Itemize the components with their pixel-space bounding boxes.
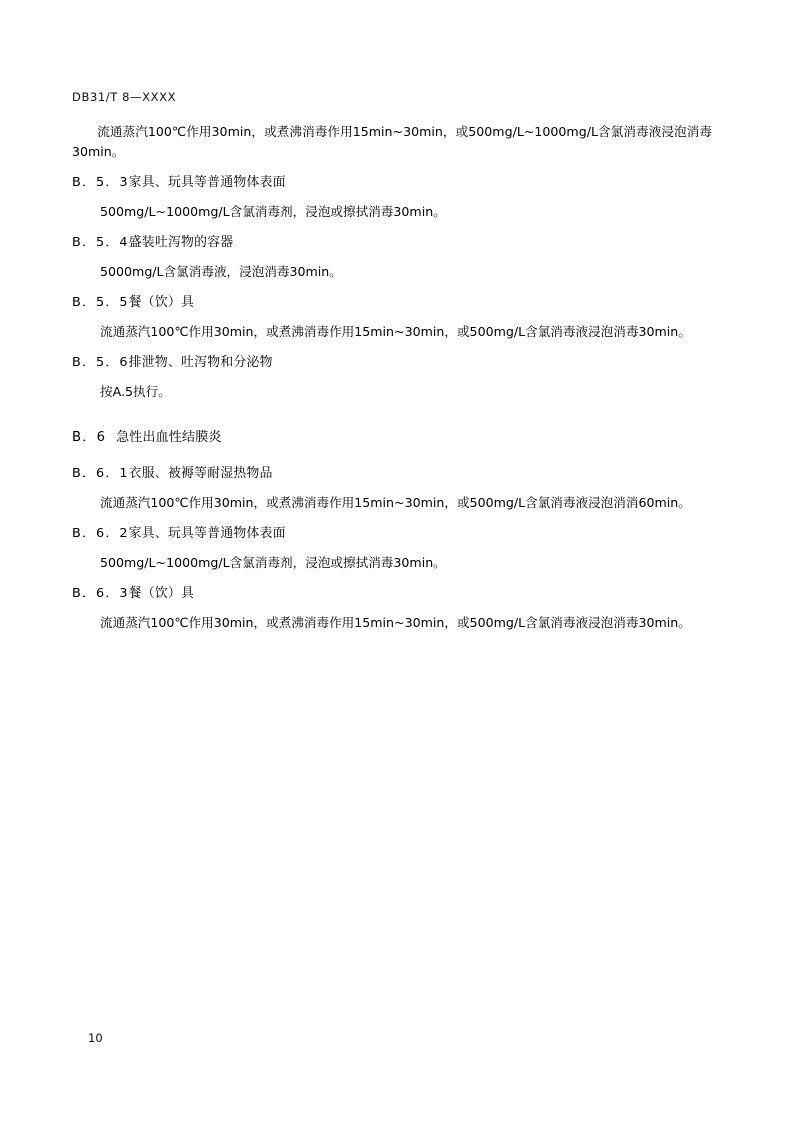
clause-block-b61 [72, 464, 712, 513]
clause-heading-b55 [72, 293, 712, 313]
clause-number: B．5．5 [72, 295, 129, 310]
clause-body-b63: 流通蒸汽100℃作用30min，或煮沸消毒作用15min~30min，或500mg/L含氯消毒液浸泡消毒30min。 [100, 615, 691, 630]
clause-number: B．5．3 [72, 175, 129, 190]
clause-number: B．5．6 [72, 355, 129, 370]
clause-block-b55 [72, 293, 712, 342]
clause-heading-b53 [72, 173, 712, 193]
clause-block-b62 [72, 524, 712, 573]
clause-heading-b61 [72, 464, 712, 484]
clause-block-b63 [72, 584, 712, 633]
document-header-code: DB31/T 8—XXXX [72, 90, 177, 104]
clause-heading-b63 [72, 584, 712, 604]
section-heading-b6 [72, 428, 712, 448]
clause-number: B．6．1 [72, 466, 129, 481]
clause-heading-b62 [72, 524, 712, 544]
clause-body-b55: 流通蒸汽100℃作用30min，或煮沸消毒作用15min~30min，或500mg/L含氯消毒液浸泡消毒30min。 [100, 324, 691, 339]
clause-number: B．6．3 [72, 586, 129, 601]
clause-title: 家具、玩具等普通物体表面 [128, 175, 286, 190]
clause-title: 盛装吐泻物的容器 [128, 235, 234, 250]
clause-block-b54 [72, 233, 712, 282]
clause-body-b61: 流通蒸汽100℃作用30min，或煮沸消毒作用15min~30min，或500mg/L含氯消毒液浸泡消消60min。 [100, 495, 691, 510]
clause-number: B．5．4 [72, 235, 129, 250]
clause-title: 排泄物、吐泻物和分泌物 [128, 355, 273, 370]
intro-paragraph: 流通蒸汽100℃作用30min，或煮沸消毒作用15min~30min，或500mg/L~1000mg/L含氯消毒液浸泡消毒30min。 [72, 124, 712, 159]
section-number: B．6 [72, 430, 107, 445]
clause-title: 衣服、被褥等耐湿热物品 [128, 466, 273, 481]
clause-title: 家具、玩具等普通物体表面 [128, 526, 286, 541]
clause-title: 餐（饮）具 [128, 586, 195, 601]
page-content [72, 90, 712, 644]
clause-block-b56 [72, 353, 712, 402]
clause-body-b62: 500mg/L~1000mg/L含氯消毒剂，浸泡或擦拭消毒30min。 [100, 555, 446, 570]
clause-body-b56: 按A.5执行。 [100, 384, 171, 399]
clause-heading-b56 [72, 353, 712, 373]
page-number: 10 [88, 1031, 103, 1045]
clause-block-b53 [72, 173, 712, 222]
clause-number: B．6．2 [72, 526, 129, 541]
section-title: 急性出血性结膜炎 [116, 430, 222, 445]
clause-title: 餐（饮）具 [128, 295, 195, 310]
clause-heading-b54 [72, 233, 712, 253]
clause-body-b54: 5000mg/L含氯消毒液，浸泡消毒30min。 [100, 264, 342, 279]
clause-body-b53: 500mg/L~1000mg/L含氯消毒剂，浸泡或擦拭消毒30min。 [100, 204, 446, 219]
